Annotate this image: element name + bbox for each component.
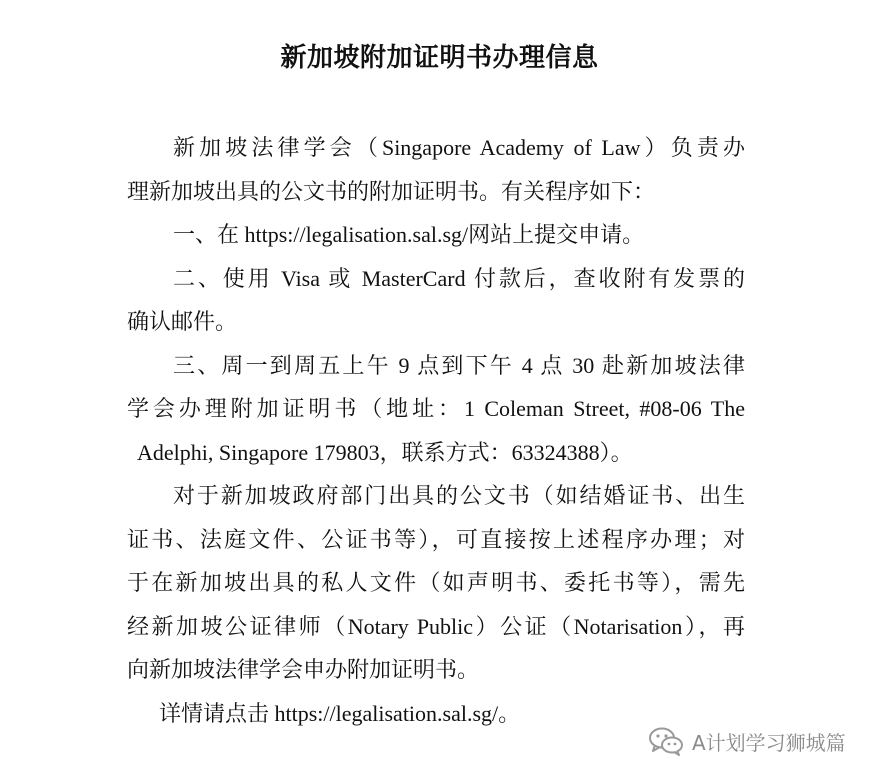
watermark xyxy=(648,726,846,756)
document-title: 新加坡附加证明书办理信息 xyxy=(280,43,599,73)
paragraph-5 xyxy=(127,474,745,692)
paragraph-4 xyxy=(127,344,745,475)
paragraph-1 xyxy=(127,126,745,213)
paragraph-4-line-2: 学会办理附加证明书（地址：1 Coleman Street, #08-06 The xyxy=(127,396,745,421)
paragraph-5-line-3: 于在新加坡出具的私人文件（如声明书、委托书等），需先 xyxy=(127,570,745,595)
paragraph-5-line-1: 对于新加坡政府部门出具的公文书（如结婚证书、出生 xyxy=(173,483,745,508)
paragraph-3-line-1: 二、使用 Visa 或 MasterCard 付款后，查收附有发票的 xyxy=(173,265,745,291)
paragraph-3 xyxy=(127,257,745,344)
watermark-text: A计划学习狮城篇 xyxy=(692,730,846,755)
paragraph-5-line-5: 向新加坡法律学会申办附加证明书。 xyxy=(127,657,480,682)
paragraph-4-line-1: 三、周一到周五上午 9 点到下午 4 点 30 赴新加坡法律 xyxy=(173,352,745,378)
paragraph-4-line-3: Adelphi, Singapore 179803，联系方式：63324388）。 xyxy=(137,439,633,465)
paragraph-2-line-1: 一、在 https://legalisation.sal.sg/网站上提交申请。 xyxy=(173,222,645,247)
paragraph-1-line-2: 理新加坡出具的公文书的附加证明书。有关程序如下： xyxy=(127,178,656,204)
paragraph-5-line-2: 证书、法庭文件、公证书等），可直接按上述程序办理；对 xyxy=(127,526,745,552)
paragraph-6-line-1: 详情请点击 https://legalisation.sal.sg/。 xyxy=(159,700,521,726)
document-body xyxy=(127,126,745,735)
paragraph-5-line-4: 经新加坡公证律师（Notary Public）公证（Notarisation），再 xyxy=(127,613,745,639)
paragraph-1-line-1: 新加坡法律学会（Singapore Academy of Law）负责办 xyxy=(173,135,745,160)
wechat-icon xyxy=(648,726,684,756)
paragraph-3-line-2: 确认邮件。 xyxy=(127,309,238,334)
paragraph-2 xyxy=(127,213,745,257)
